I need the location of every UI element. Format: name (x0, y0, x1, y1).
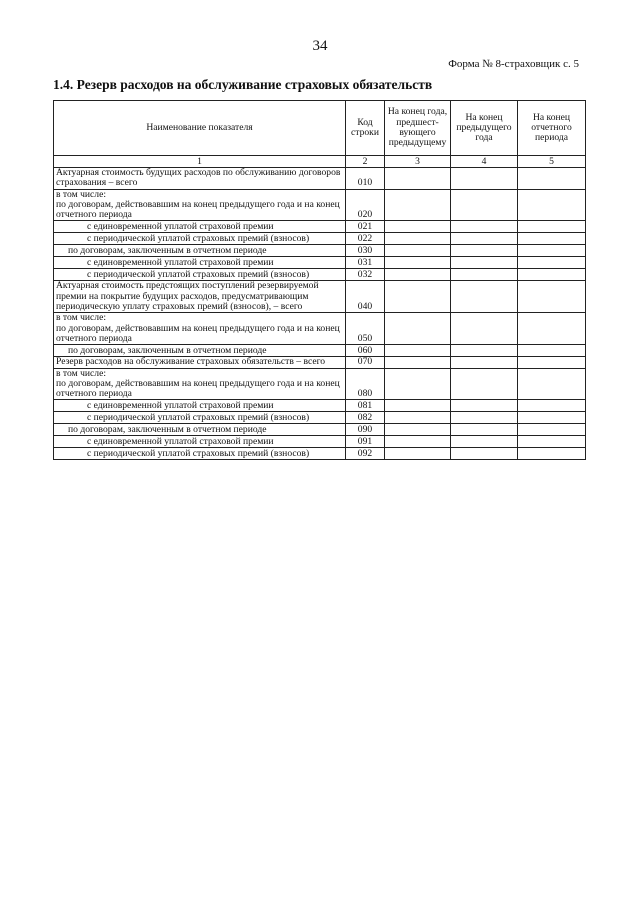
value-reporting-period[interactable] (518, 221, 586, 233)
value-reporting-period[interactable] (518, 436, 586, 448)
value-reporting-period[interactable] (518, 368, 586, 400)
value-reporting-period[interactable] (518, 245, 586, 257)
value-reporting-period[interactable] (518, 168, 586, 190)
row-indicator-name: Актуарная стоимость предстоящих поступлений резервируемой премии на покрытие будущих расходов, предусматривающим периодическую уплату страховых премий (взносов), – всего (54, 281, 346, 313)
row-code: 081 (346, 400, 385, 412)
value-previous-year[interactable] (451, 221, 518, 233)
value-reporting-period[interactable] (518, 400, 586, 412)
value-year-before-previous[interactable] (385, 257, 451, 269)
row-code: 080 (346, 368, 385, 400)
table-row (54, 168, 586, 190)
value-previous-year[interactable] (451, 269, 518, 281)
row-code: 022 (346, 233, 385, 245)
value-year-before-previous[interactable] (385, 221, 451, 233)
row-indicator-name: в том числе: по договорам, действовавшим на конец предыдущего года и на конец отчетного периода (54, 189, 346, 221)
section-title: 1.4. Резерв расходов на обслуживание страховых обязательств (53, 77, 433, 92)
header-indicator-name: Наименование показателя (54, 101, 346, 156)
value-year-before-previous[interactable] (385, 168, 451, 190)
column-number: 4 (451, 156, 518, 168)
row-indicator-name: Резерв расходов на обслуживание страховых обязательств – всего (54, 357, 346, 368)
table-row (54, 233, 586, 245)
header-year-before-previous: На конец года, предшест-вующего предыдущему (385, 101, 451, 156)
row-indicator-name: с единовременной уплатой страховой премии (54, 436, 346, 448)
value-reporting-period[interactable] (518, 424, 586, 436)
value-reporting-period[interactable] (518, 281, 586, 313)
value-year-before-previous[interactable] (385, 400, 451, 412)
value-previous-year[interactable] (451, 357, 518, 368)
table-row (54, 400, 586, 412)
row-code: 092 (346, 448, 385, 460)
value-year-before-previous[interactable] (385, 345, 451, 357)
value-year-before-previous[interactable] (385, 357, 451, 368)
value-reporting-period[interactable] (518, 269, 586, 281)
table-row (54, 345, 586, 357)
value-previous-year[interactable] (451, 448, 518, 460)
value-year-before-previous[interactable] (385, 448, 451, 460)
table-row (54, 424, 586, 436)
table-row (54, 245, 586, 257)
value-reporting-period[interactable] (518, 412, 586, 424)
value-previous-year[interactable] (451, 368, 518, 400)
value-previous-year[interactable] (451, 168, 518, 190)
header-row (54, 101, 586, 156)
row-indicator-name: с периодической уплатой страховых премий (взносов) (54, 233, 346, 245)
value-previous-year[interactable] (451, 345, 518, 357)
header-row-code: Код строки (346, 101, 385, 156)
row-code: 021 (346, 221, 385, 233)
value-year-before-previous[interactable] (385, 189, 451, 221)
column-number: 3 (385, 156, 451, 168)
row-indicator-name: с периодической уплатой страховых премий (взносов) (54, 269, 346, 281)
value-year-before-previous[interactable] (385, 412, 451, 424)
value-reporting-period[interactable] (518, 357, 586, 368)
value-year-before-previous[interactable] (385, 436, 451, 448)
table-body (54, 168, 586, 460)
row-code: 030 (346, 245, 385, 257)
value-previous-year[interactable] (451, 281, 518, 313)
value-reporting-period[interactable] (518, 189, 586, 221)
value-year-before-previous[interactable] (385, 368, 451, 400)
table-row (54, 357, 586, 368)
header-reporting-period: На конец отчетного периода (518, 101, 586, 156)
row-code: 031 (346, 257, 385, 269)
row-indicator-name: с единовременной уплатой страховой премии (54, 400, 346, 412)
value-year-before-previous[interactable] (385, 245, 451, 257)
value-previous-year[interactable] (451, 436, 518, 448)
row-indicator-name: по договорам, заключенным в отчетном периоде (54, 424, 346, 436)
value-year-before-previous[interactable] (385, 233, 451, 245)
column-number-row (54, 156, 586, 168)
row-code: 082 (346, 412, 385, 424)
value-previous-year[interactable] (451, 233, 518, 245)
table-row (54, 412, 586, 424)
value-previous-year[interactable] (451, 424, 518, 436)
column-number: 5 (518, 156, 586, 168)
form-reference: Форма № 8-страховщик с. 5 (448, 58, 579, 70)
value-year-before-previous[interactable] (385, 313, 451, 345)
table-row (54, 269, 586, 281)
row-code: 010 (346, 168, 385, 190)
row-code: 091 (346, 436, 385, 448)
value-reporting-period[interactable] (518, 233, 586, 245)
row-code: 060 (346, 345, 385, 357)
table-row (54, 368, 586, 400)
value-reporting-period[interactable] (518, 448, 586, 460)
row-indicator-name: с периодической уплатой страховых премий (взносов) (54, 412, 346, 424)
row-code: 050 (346, 313, 385, 345)
column-number: 1 (54, 156, 346, 168)
reserve-table (53, 100, 586, 460)
value-year-before-previous[interactable] (385, 269, 451, 281)
table-row (54, 436, 586, 448)
value-previous-year[interactable] (451, 313, 518, 345)
row-code: 040 (346, 281, 385, 313)
table-row (54, 281, 586, 313)
row-indicator-name: в том числе: по договорам, действовавшим на конец предыдущего года и на конец отчетного периода (54, 313, 346, 345)
row-indicator-name: по договорам, заключенным в отчетном периоде (54, 245, 346, 257)
row-code: 032 (346, 269, 385, 281)
row-indicator-name: Актуарная стоимость будущих расходов по обслуживанию договоров страхования – всего (54, 168, 346, 190)
value-reporting-period[interactable] (518, 313, 586, 345)
row-code: 070 (346, 357, 385, 368)
value-year-before-previous[interactable] (385, 281, 451, 313)
row-indicator-name: с единовременной уплатой страховой премии (54, 257, 346, 269)
table-row (54, 189, 586, 221)
table-row (54, 221, 586, 233)
value-previous-year[interactable] (451, 245, 518, 257)
table-row (54, 313, 586, 345)
table-row (54, 257, 586, 269)
row-indicator-name: по договорам, заключенным в отчетном периоде (54, 345, 346, 357)
column-number: 2 (346, 156, 385, 168)
row-indicator-name: с периодической уплатой страховых премий (взносов) (54, 448, 346, 460)
value-previous-year[interactable] (451, 189, 518, 221)
row-code: 020 (346, 189, 385, 221)
row-indicator-name: с единовременной уплатой страховой премии (54, 221, 346, 233)
value-reporting-period[interactable] (518, 257, 586, 269)
value-previous-year[interactable] (451, 400, 518, 412)
row-indicator-name: в том числе: по договорам, действовавшим на конец предыдущего года и на конец отчетного периода (54, 368, 346, 400)
page-number: 34 (312, 38, 328, 54)
header-previous-year: На конец предыдущего года (451, 101, 518, 156)
table-row (54, 448, 586, 460)
value-year-before-previous[interactable] (385, 424, 451, 436)
value-previous-year[interactable] (451, 257, 518, 269)
value-previous-year[interactable] (451, 412, 518, 424)
value-reporting-period[interactable] (518, 345, 586, 357)
row-code: 090 (346, 424, 385, 436)
